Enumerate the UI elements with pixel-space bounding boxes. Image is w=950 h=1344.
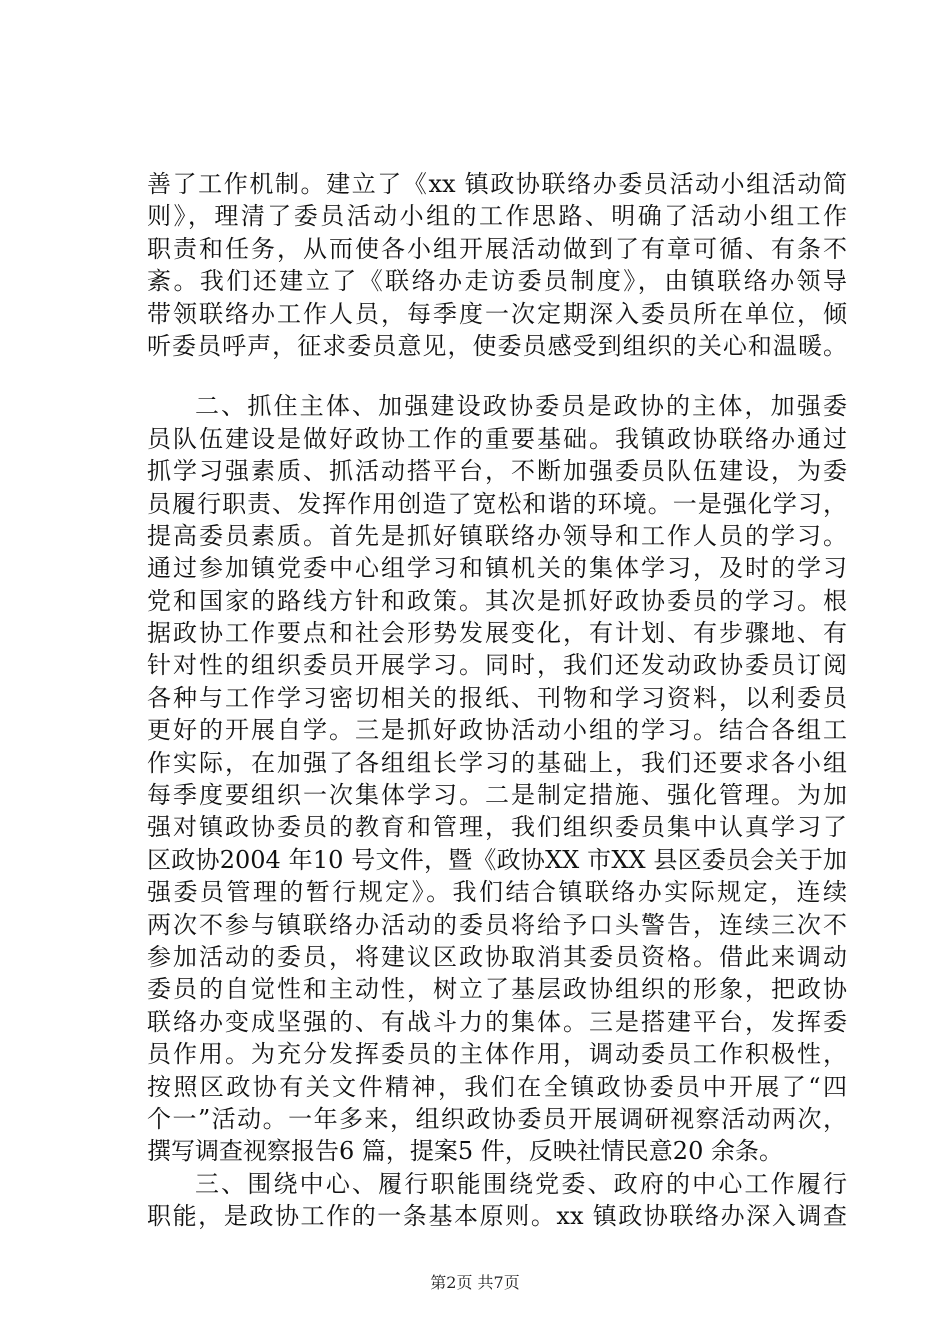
text-line: 每季度要组织一次集体学习。二是制定措施、强化管理。为加 bbox=[147, 781, 847, 810]
text-line: 个一”活动。一年多来，组织政协委员开展调研视察活动两次， bbox=[147, 1104, 847, 1133]
text-line: 带领联络办工作人员，每季度一次定期深入委员所在单位，倾 bbox=[147, 299, 847, 328]
text-line: 则》，理清了委员活动小组的工作思路、明确了活动小组工作 bbox=[147, 202, 847, 231]
text-line: 员作用。为充分发挥委员的主体作用，调动委员工作积极性， bbox=[147, 1040, 847, 1069]
paragraph-spacer bbox=[147, 362, 847, 390]
page-number-footer: 第2页 共7页 bbox=[430, 1273, 520, 1292]
text-line: 三、围绕中心、履行职能围绕党委、政府的中心工作履行 bbox=[195, 1169, 847, 1198]
text-line: 据政协工作要点和社会形势发展变化，有计划、有步骤地、有 bbox=[147, 619, 847, 648]
text-line: 职责和任务，从而使各小组开展活动做到了有章可循、有条不 bbox=[147, 234, 847, 263]
text-line: 抓学习强素质、抓活动搭平台，不断加强委员队伍建设，为委 bbox=[147, 457, 847, 486]
text-line: 联络办变成坚强的、有战斗力的集体。三是搭建平台，发挥委 bbox=[147, 1007, 847, 1036]
paragraph-1 bbox=[147, 168, 847, 362]
text-line: 更好的开展自学。三是抓好政协活动小组的学习。结合各组工 bbox=[147, 716, 847, 745]
text-line: 撰写调查视察报告6 篇，提案5 件，反映社情民意20 余条。 bbox=[147, 1137, 783, 1166]
text-line: 委员的自觉性和主动性，树立了基层政协组织的形象，把政协 bbox=[147, 975, 847, 1004]
text-line: 善了工作机制。建立了《xx 镇政协联络办委员活动小组活动简 bbox=[147, 170, 847, 198]
text-line: 职能，是政协工作的一条基本原则。xx 镇政协联络办深入调查 bbox=[147, 1202, 847, 1231]
document-body bbox=[147, 168, 847, 1233]
text-line: 各种与工作学习密切相关的报纸、刊物和学习资料，以利委员 bbox=[147, 683, 847, 712]
text-line: 员履行职责、发挥作用创造了宽松和谐的环境。一是强化学习， bbox=[147, 489, 847, 518]
text-line: 党和国家的路线方针和政策。其次是抓好政协委员的学习。根 bbox=[147, 586, 847, 615]
text-line: 听委员呼声，征求委员意见，使委员感受到组织的关心和温暖。 bbox=[147, 331, 847, 360]
text-line: 强对镇政协委员的教育和管理，我们组织委员集中认真学习了 bbox=[147, 813, 847, 842]
text-line: 作实际，在加强了各组组长学习的基础上，我们还要求各小组 bbox=[147, 748, 847, 777]
text-line: 参加活动的委员，将建议区政协取消其委员资格。借此来调动 bbox=[147, 942, 847, 971]
text-line: 二、抓住主体、加强建设政协委员是政协的主体，加强委 bbox=[195, 392, 847, 421]
text-line: 员队伍建设是做好政协工作的重要基础。我镇政协联络办通过 bbox=[147, 424, 847, 453]
text-line: 提高委员素质。首先是抓好镇联络办领导和工作人员的学习。 bbox=[147, 521, 847, 550]
text-line: 强委员管理的暂行规定》。我们结合镇联络办实际规定，连续 bbox=[147, 878, 847, 907]
text-line: 按照区政协有关文件精神，我们在全镇政协委员中开展了“四 bbox=[147, 1072, 847, 1101]
text-line: 紊。我们还建立了《联络办走访委员制度》，由镇联络办领导 bbox=[147, 267, 847, 296]
text-line: 针对性的组织委员开展学习。同时，我们还发动政协委员订阅 bbox=[147, 651, 847, 680]
text-line: 两次不参与镇联络办活动的委员将给予口头警告，连续三次不 bbox=[147, 910, 847, 939]
paragraph-2 bbox=[147, 390, 847, 1167]
text-line: 通过参加镇党委中心组学习和镇机关的集体学习，及时的学习 bbox=[147, 554, 847, 583]
paragraph-3 bbox=[147, 1168, 847, 1233]
text-line: 区政协2004 年10 号文件，暨《政协XX 市XX 县区委员会关于加 bbox=[147, 845, 847, 874]
